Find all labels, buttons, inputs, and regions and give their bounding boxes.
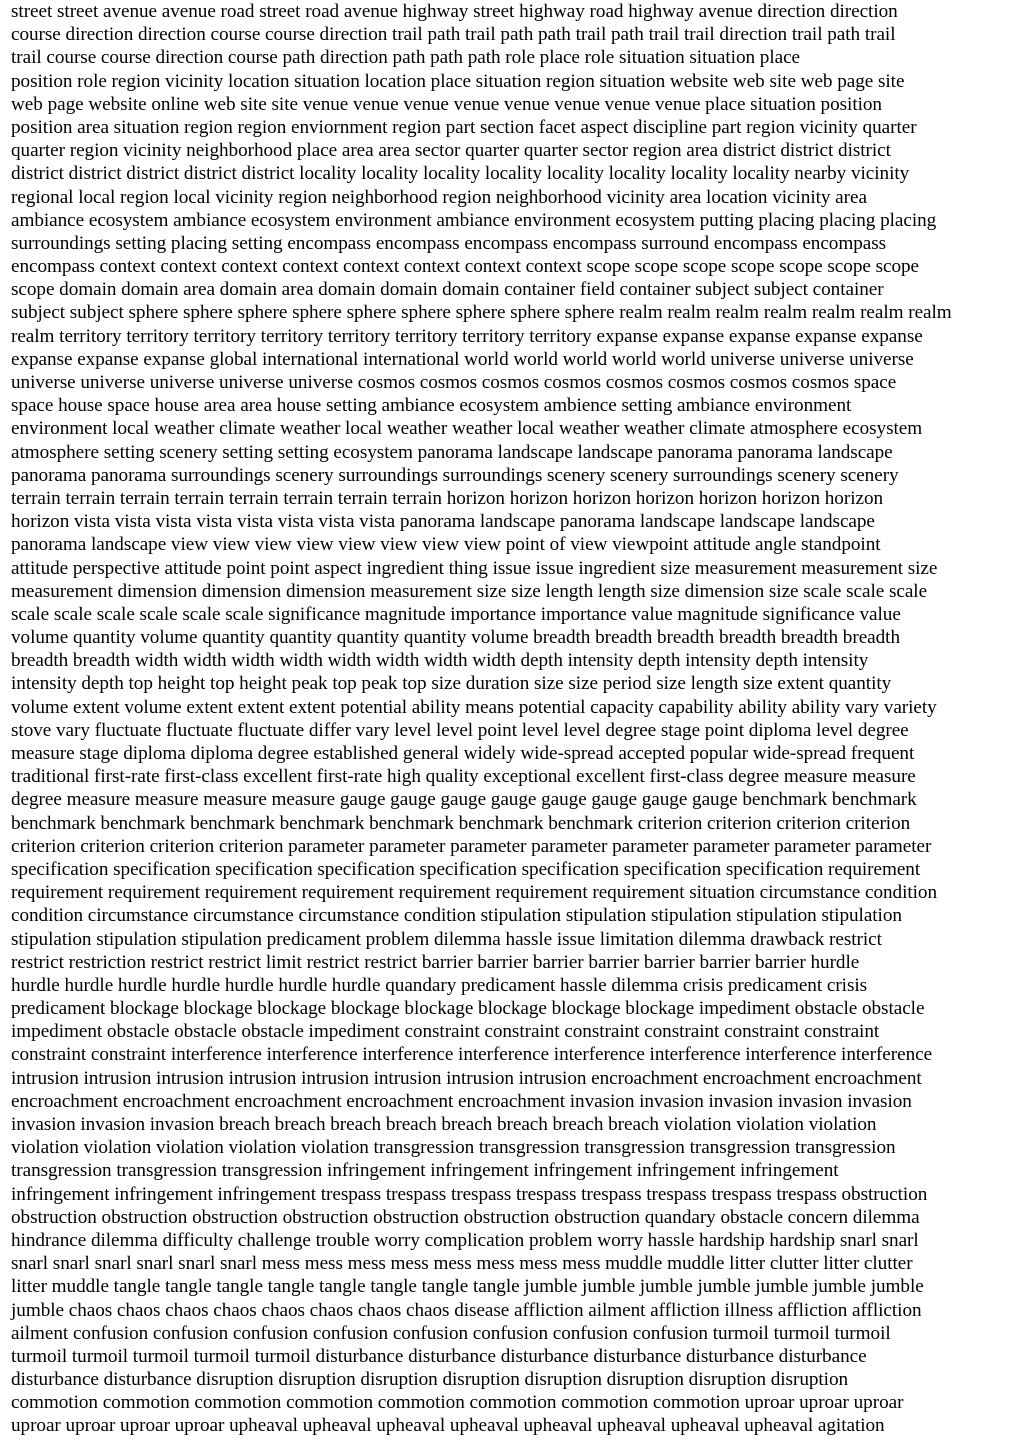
text-line: realm territory territory territory territory territory territory territory territory expanse expanse expanse expanse expanse — [11, 325, 923, 347]
text-line: course direction direction course course direction trail path trail path path trail path trail trail direction trail path trail — [11, 24, 896, 46]
text-line: violation violation violation violation violation transgression transgression transgression transgression transgression — [11, 1137, 896, 1159]
text-line: stipulation stipulation stipulation predicament problem dilemma hassle issue limitation dilemma drawback restrict — [11, 928, 882, 950]
text-line: measure stage diploma diploma degree established general widely wide-spread accepted popular wide-spread frequent — [11, 743, 915, 764]
text-line: encompass context context context context context context context context scope scope scope scope scope scope scope — [11, 256, 920, 278]
text-line: district district district district district locality locality locality locality locality locality locality locality nearby vicinity — [11, 163, 910, 185]
text-line: requirement requirement requirement requirement requirement requirement requirement situation circumstance condition — [11, 882, 938, 904]
text-line: volume extent volume extent extent extent potential ability means potential capacity capability ability ability vary variety — [11, 696, 937, 718]
text-line: quarter region vicinity neighborhood place area area sector quarter quarter sector region area district district district — [11, 140, 891, 162]
text-line: stove vary fluctuate fluctuate fluctuate differ vary level level point level level degree stage point diploma level degree — [11, 719, 909, 741]
text-line: encroachment encroachment encroachment encroachment encroachment invasion invasion invasion invasion invasion — [11, 1090, 912, 1112]
text-line: infringement infringement infringement trespass trespass trespass trespass trespass trespass trespass trespass obstruction — [11, 1183, 928, 1205]
text-line: universe universe universe universe universe cosmos cosmos cosmos cosmos cosmos cosmos cosmos cosmos space — [11, 372, 897, 393]
text-line: subject subject sphere sphere sphere sphere sphere sphere sphere sphere sphere realm realm realm realm realm realm realm — [11, 302, 952, 324]
text-line: space house space house area area house setting ambiance ecosystem ambience setting ambiance environment — [11, 395, 852, 417]
text-line: measurement dimension dimension dimension measurement size size length length size dimension size scale scale scale — [11, 580, 928, 602]
text-line: commotion commotion commotion commotion commotion commotion commotion commotion uproar uproar uproar — [11, 1392, 904, 1414]
text-line: trail course course direction course path direction path path path role place role situation situation place — [11, 47, 800, 69]
text-line: attitude perspective attitude point point aspect ingredient thing issue issue ingredient size measurement measurement size — [11, 557, 938, 579]
text-line: intrusion intrusion intrusion intrusion intrusion intrusion intrusion intrusion encroachment encroachment encroachment — [11, 1067, 922, 1089]
text-line: turmoil turmoil turmoil turmoil turmoil disturbance disturbance disturbance disturbance disturbance disturbance — [11, 1345, 867, 1367]
text-line: volume quantity volume quantity quantity quantity quantity volume breadth breadth breadth breadth breadth breadth — [11, 627, 900, 649]
text-line: panorama panorama surroundings scenery surroundings surroundings scenery scenery surroundings scenery scenery — [11, 464, 899, 486]
text-line: uproar uproar uproar uproar upheaval upheaval upheaval upheaval upheaval upheaval upheaval upheaval agitation — [11, 1415, 885, 1437]
text-line: restrict restriction restrict restrict limit restrict restrict barrier barrier barrier barrier barrier barrier barrier hurdle — [11, 951, 860, 973]
text-line: impediment obstacle obstacle obstacle impediment constraint constraint constraint constraint constraint constraint — [11, 1021, 880, 1043]
text-line: constraint constraint interference interference interference interference interference interference interference interference — [11, 1044, 933, 1066]
text-line: scale scale scale scale scale scale significance magnitude importance importance value magnitude significance value — [11, 603, 901, 625]
text-line: position area situation region region enviornment region part section facet aspect discipline part region vicinity quarter — [11, 116, 917, 138]
text-line: ambiance ecosystem ambiance ecosystem environment ambiance environment ecosystem putting placing placing placing — [11, 209, 937, 231]
text-line: invasion invasion invasion breach breach breach breach breach breach breach breach violation violation violation — [11, 1114, 877, 1135]
text-line: transgression transgression transgression infringement infringement infringement infringement infringement — [11, 1160, 839, 1182]
text-line: hurdle hurdle hurdle hurdle hurdle hurdle hurdle quandary predicament hassle dilemma crisis predicament crisis — [11, 974, 868, 996]
text-line: surroundings setting placing setting encompass encompass encompass encompass surround encompass encompass — [11, 232, 887, 254]
text-line: environment local weather climate weather local weather weather local weather weather climate atmosphere ecosystem — [11, 418, 923, 440]
text-line: criterion criterion criterion criterion parameter parameter parameter parameter parameter parameter parameter parameter — [11, 835, 932, 857]
text-line: position role region vicinity location situation location place situation region situation website web site web page site — [11, 70, 905, 92]
text-line: disturbance disturbance disruption disruption disruption disruption disruption disruption disruption disruption — [11, 1369, 849, 1391]
text-line: atmosphere setting scenery setting setting ecosystem panorama landscape landscape panorama panorama landscape — [11, 441, 893, 463]
text-line: benchmark benchmark benchmark benchmark benchmark benchmark benchmark criterion criterion criterion criterion — [11, 812, 911, 834]
text-line: traditional first-rate first-class excellent first-rate high quality exceptional excellent first-class degree measure measure — [11, 766, 916, 788]
text-line: snarl snarl snarl snarl snarl snarl mess mess mess mess mess mess mess mess muddle muddle litter clutter litter clutter — [11, 1253, 913, 1275]
text-line: specification specification specification specification specification specification specification specification requirement — [11, 858, 921, 880]
text-line: regional local region local vicinity region neighborhood region neighborhood vicinity area location vicinity area — [11, 186, 867, 208]
text-line: terrain terrain terrain terrain terrain terrain terrain terrain horizon horizon horizon horizon horizon horizon horizon — [11, 487, 884, 509]
text-line: panorama landscape view view view view view view view view point of view viewpoint attitude angle standpoint — [11, 534, 881, 556]
text-line: ailment confusion confusion confusion confusion confusion confusion confusion confusion turmoil turmoil turmoil — [11, 1322, 891, 1344]
text-line: horizon vista vista vista vista vista vista vista vista panorama landscape panorama landscape landscape landscape — [11, 511, 875, 533]
text-line: breadth breadth width width width width width width width width depth intensity depth intensity depth intensity — [11, 650, 869, 672]
text-line: predicament blockage blockage blockage blockage blockage blockage blockage blockage impediment obstacle obstacle — [11, 998, 925, 1020]
text-line: web page website online web site site venue venue venue venue venue venue venue venue place situation position — [11, 93, 882, 115]
text-line: obstruction obstruction obstruction obstruction obstruction obstruction obstruction quandary obstacle concern dilemma — [11, 1206, 920, 1228]
text-line: condition circumstance circumstance circumstance condition stipulation stipulation stipulation stipulation stipulation — [11, 905, 902, 927]
text-line: intensity depth top height top height peak top peak top size duration size size period size length size extent quantity — [11, 673, 892, 695]
text-line: degree measure measure measure measure gauge gauge gauge gauge gauge gauge gauge gauge benchmark benchmark — [11, 789, 917, 811]
text-line: scope domain domain area domain area domain domain domain container field container subject subject container — [11, 279, 884, 301]
text-line: litter muddle tangle tangle tangle tangle tangle tangle tangle tangle jumble jumble jumble jumble jumble jumble jumble — [11, 1276, 924, 1298]
text-line: hindrance dilemma difficulty challenge trouble worry complication problem worry hassle hardship hardship snarl snarl — [11, 1229, 919, 1251]
text-line: jumble chaos chaos chaos chaos chaos chaos chaos chaos disease affliction ailment affliction illness affliction affliction — [11, 1299, 922, 1321]
text-line: street street avenue avenue road street road avenue highway street highway road highway avenue direction direction — [11, 1, 898, 22]
text-line: expanse expanse expanse global international international world world world world world universe universe universe — [11, 348, 914, 370]
body-text — [11, 0, 1019, 1438]
